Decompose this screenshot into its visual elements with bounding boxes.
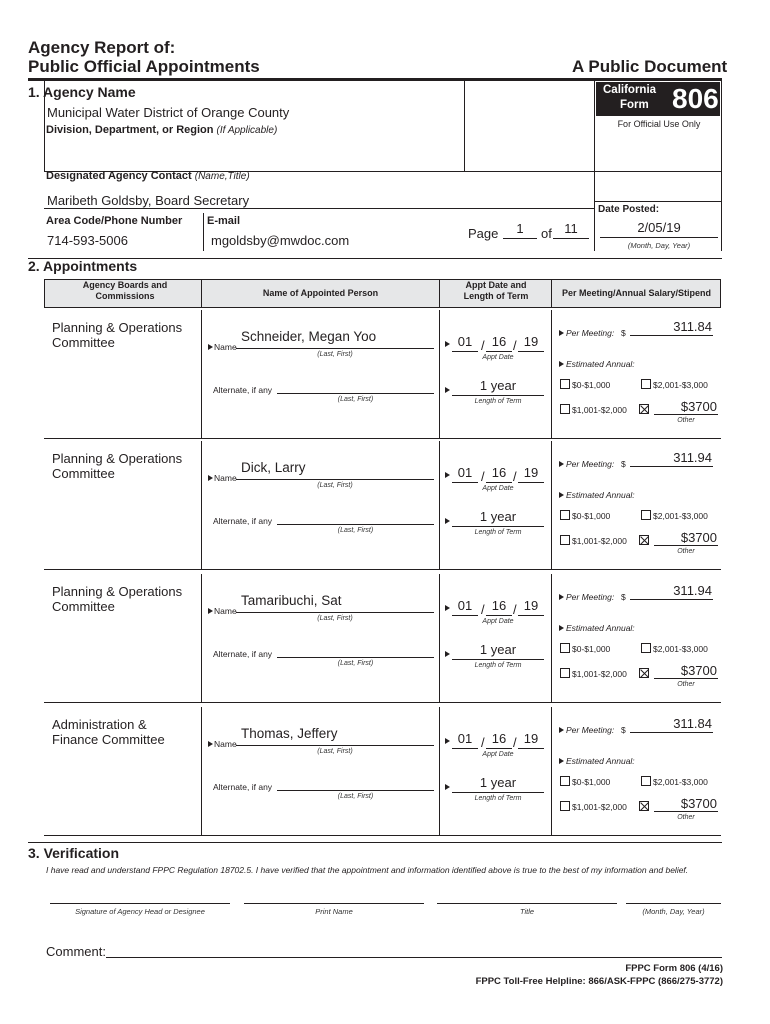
alternate-label: Alternate, if any xyxy=(213,385,273,395)
option-0-1000: $0-$1,000 xyxy=(572,777,611,787)
name-label: Name xyxy=(214,473,237,483)
date-posted-line xyxy=(600,237,718,238)
date-arrow-icon xyxy=(445,738,450,744)
board-name[interactable]: Planning & Operations Committee xyxy=(52,451,183,481)
name-hint: (Last, First) xyxy=(317,615,353,622)
checkbox-other-checked[interactable] xyxy=(639,535,649,545)
date-arrow-icon xyxy=(445,341,450,347)
term-hint: Length of Term xyxy=(474,529,522,536)
estimated-arrow-icon xyxy=(559,492,564,498)
other-hint: Other xyxy=(677,417,695,424)
alternate-label: Alternate, if any xyxy=(213,516,273,526)
date-arrow-icon xyxy=(445,605,450,611)
term-arrow-icon xyxy=(445,651,450,657)
per-meeting-arrow-icon xyxy=(559,594,564,600)
term-line xyxy=(452,659,544,660)
name-hint: (Last, First) xyxy=(317,351,353,358)
appt-month[interactable]: 01 xyxy=(457,465,473,480)
other-value[interactable]: $3700 xyxy=(680,399,717,414)
term-line xyxy=(452,526,544,527)
official-use-label: For Official Use Only xyxy=(617,119,701,129)
form-label: Form xyxy=(620,99,649,111)
header-div-2 xyxy=(439,279,440,308)
appt-date-hint: Appt Date xyxy=(482,354,514,361)
per-meeting-label: Per Meeting: xyxy=(566,725,615,735)
appt-day[interactable]: 16 xyxy=(491,334,507,349)
year-line xyxy=(518,748,544,749)
row-divider-3 xyxy=(551,441,552,569)
alternate-hint: (Last, First) xyxy=(337,660,374,667)
appointee-name[interactable]: Thomas, Jeffery xyxy=(241,726,338,741)
date-sep: / xyxy=(481,469,485,484)
col-header-salary: Per Meeting/Annual Salary/Stipend xyxy=(561,288,712,298)
appointee-name[interactable]: Dick, Larry xyxy=(241,460,306,475)
option-1001-2000: $1,001-$2,000 xyxy=(572,405,627,415)
signature-label: Signature of Agency Head or Designee xyxy=(75,907,205,916)
per-meeting-line xyxy=(630,335,713,336)
public-document-label: A Public Document xyxy=(572,57,728,76)
footer-helpline: FPPC Toll-Free Helpline: 866/ASK-FPPC (866/275-3772) xyxy=(475,976,723,987)
per-meeting-value[interactable]: 311.94 xyxy=(673,583,712,598)
appt-year[interactable]: 19 xyxy=(523,465,539,480)
day-line xyxy=(486,615,512,616)
footer-form-id: FPPC Form 806 (4/16) xyxy=(625,963,723,974)
date-posted-rule xyxy=(594,201,722,202)
appt-date-hint: Appt Date xyxy=(482,751,514,758)
section3-rule xyxy=(28,842,722,843)
date-sep: / xyxy=(513,338,517,353)
term-value[interactable]: 1 year xyxy=(479,775,517,790)
per-meeting-value[interactable]: 311.84 xyxy=(673,319,712,334)
division-hint: (If Applicable) xyxy=(216,125,278,136)
board-name[interactable]: Planning & Operations Committee xyxy=(52,584,183,614)
alternate-label: Alternate, if any xyxy=(213,782,273,792)
other-line xyxy=(654,545,718,546)
comment-label: Comment: xyxy=(46,944,106,959)
date-posted-label: Date Posted: xyxy=(598,204,660,215)
estimated-arrow-icon xyxy=(559,758,564,764)
header-rule xyxy=(28,78,722,81)
form-number: 806 xyxy=(672,83,719,114)
year-line xyxy=(518,482,544,483)
per-meeting-line xyxy=(630,599,713,600)
alternate-hint: (Last, First) xyxy=(337,793,374,800)
estimated-arrow-icon xyxy=(559,361,564,367)
verification-date-line[interactable] xyxy=(626,903,721,904)
appt-day[interactable]: 16 xyxy=(491,598,507,613)
per-meeting-label: Per Meeting: xyxy=(566,459,615,469)
date-sep: / xyxy=(481,338,485,353)
agency-rule-2 xyxy=(44,208,594,209)
page-of-label: of xyxy=(541,226,552,241)
option-1001-2000: $1,001-$2,000 xyxy=(572,669,627,679)
page-total[interactable]: 11 xyxy=(564,221,578,236)
option-1001-2000: $1,001-$2,000 xyxy=(572,802,627,812)
signature-line[interactable] xyxy=(50,903,230,904)
appt-month[interactable]: 01 xyxy=(457,334,473,349)
phone-value[interactable]: 714-593-5006 xyxy=(47,233,128,248)
term-line xyxy=(452,792,544,793)
checkbox-other-checked[interactable] xyxy=(639,404,649,414)
term-line xyxy=(452,395,544,396)
section-appointments: 2. Appointments xyxy=(28,258,138,274)
checkbox-2001-3000[interactable] xyxy=(641,776,651,786)
other-hint: Other xyxy=(677,681,695,688)
checkbox-0-1000[interactable] xyxy=(560,510,570,520)
option-0-1000: $0-$1,000 xyxy=(572,644,611,654)
option-2001-3000: $2,001-$3,000 xyxy=(653,644,708,654)
col-header-name: Name of Appointed Person xyxy=(262,288,379,298)
row-divider-2 xyxy=(439,310,440,438)
row-divider-2 xyxy=(439,441,440,569)
dollar-sign: $ xyxy=(621,592,626,602)
contact-hint: (Name,Title) xyxy=(194,171,250,182)
row-divider-2 xyxy=(439,707,440,835)
appt-date-hint: Appt Date xyxy=(482,485,514,492)
term-hint: Length of Term xyxy=(474,795,522,802)
appt-month[interactable]: 01 xyxy=(457,731,473,746)
option-1001-2000: $1,001-$2,000 xyxy=(572,536,627,546)
date-sep: / xyxy=(513,469,517,484)
division-label xyxy=(46,124,277,136)
term-hint: Length of Term xyxy=(474,662,522,669)
row-divider-1 xyxy=(201,574,202,702)
row-rule xyxy=(44,835,721,836)
estimated-annual-label: Estimated Annual: xyxy=(566,490,635,500)
appt-year[interactable]: 19 xyxy=(523,598,539,613)
estimated-annual-label: Estimated Annual: xyxy=(566,359,635,369)
month-line xyxy=(452,615,478,616)
board-name[interactable]: Administration & Finance Committee xyxy=(52,717,165,747)
section-agency-name: 1. Agency Name xyxy=(28,84,136,100)
date-sep: / xyxy=(481,602,485,617)
name-label: Name xyxy=(214,606,237,616)
term-value[interactable]: 1 year xyxy=(479,642,517,657)
checkbox-1001-2000[interactable] xyxy=(560,668,570,678)
name-arrow-icon xyxy=(208,344,213,350)
date-sep: / xyxy=(513,602,517,617)
print-name-label: Print Name xyxy=(315,907,353,916)
term-hint: Length of Term xyxy=(474,398,522,405)
email-value[interactable]: mgoldsby@mwdoc.com xyxy=(211,233,350,248)
dollar-sign: $ xyxy=(621,328,626,338)
appt-date-hint: Appt Date xyxy=(482,618,514,625)
term-value[interactable]: 1 year xyxy=(479,378,517,393)
checkbox-other-checked[interactable] xyxy=(639,668,649,678)
checkbox-1001-2000[interactable] xyxy=(560,801,570,811)
title-line[interactable] xyxy=(437,903,617,904)
section-verification: 3. Verification xyxy=(28,845,120,861)
title-label: Title xyxy=(519,907,535,916)
date-posted-value[interactable]: 2/05/19 xyxy=(637,220,681,235)
appt-month[interactable]: 01 xyxy=(457,598,473,613)
row-divider-2 xyxy=(439,574,440,702)
checkbox-2001-3000[interactable] xyxy=(641,643,651,653)
per-meeting-arrow-icon xyxy=(559,461,564,467)
per-meeting-label: Per Meeting: xyxy=(566,328,615,338)
row-divider-3 xyxy=(551,707,552,835)
estimated-annual-label: Estimated Annual: xyxy=(566,756,635,766)
row-divider-1 xyxy=(201,310,202,438)
term-arrow-icon xyxy=(445,518,450,524)
estimated-annual-label: Estimated Annual: xyxy=(566,623,635,633)
col-header-date: Appt Date and Length of Term xyxy=(463,280,529,301)
month-line xyxy=(452,748,478,749)
contact-label xyxy=(46,170,250,182)
other-value[interactable]: $3700 xyxy=(680,663,717,678)
form-806-badge xyxy=(596,82,720,116)
option-2001-3000: $2,001-$3,000 xyxy=(653,777,708,787)
date-sep: / xyxy=(481,735,485,750)
name-arrow-icon xyxy=(208,475,213,481)
email-label: E-mail xyxy=(207,215,241,227)
checkbox-0-1000[interactable] xyxy=(560,379,570,389)
appt-day[interactable]: 16 xyxy=(491,731,507,746)
title-line-2: Public Official Appointments xyxy=(28,57,260,76)
date-sep: / xyxy=(513,735,517,750)
date-posted-hint: (Month, Day, Year) xyxy=(627,241,691,250)
row-divider-1 xyxy=(201,441,202,569)
name-label: Name xyxy=(214,739,237,749)
contact-label-text: Designated Agency Contact xyxy=(46,170,192,182)
alternate-line[interactable] xyxy=(277,393,434,394)
checkbox-1001-2000[interactable] xyxy=(560,404,570,414)
year-line xyxy=(518,351,544,352)
term-arrow-icon xyxy=(445,387,450,393)
alternate-hint: (Last, First) xyxy=(337,527,374,534)
month-line xyxy=(452,351,478,352)
page-number[interactable]: 1 xyxy=(516,221,524,236)
name-label: Name xyxy=(214,342,237,352)
appt-day[interactable]: 16 xyxy=(491,465,507,480)
year-line xyxy=(518,615,544,616)
name-hint: (Last, First) xyxy=(317,482,353,489)
per-meeting-value[interactable]: 311.94 xyxy=(673,450,712,465)
name-line xyxy=(236,479,434,480)
estimated-arrow-icon xyxy=(559,625,564,631)
other-hint: Other xyxy=(677,548,695,555)
term-arrow-icon xyxy=(445,784,450,790)
day-line xyxy=(486,351,512,352)
name-line xyxy=(236,612,434,613)
per-meeting-label: Per Meeting: xyxy=(566,592,615,602)
form-box-right xyxy=(721,81,722,251)
alternate-line[interactable] xyxy=(277,657,434,658)
name-line xyxy=(236,745,434,746)
alternate-label: Alternate, if any xyxy=(213,649,273,659)
row-divider-1 xyxy=(201,707,202,835)
comment-line[interactable] xyxy=(106,957,722,958)
california-label: California xyxy=(603,84,657,96)
other-line xyxy=(654,414,718,415)
per-meeting-arrow-icon xyxy=(559,727,564,733)
name-hint: (Last, First) xyxy=(317,748,353,755)
agency-name-value[interactable]: Municipal Water District of Orange County xyxy=(47,105,290,120)
checkbox-1001-2000[interactable] xyxy=(560,535,570,545)
other-hint: Other xyxy=(677,814,695,821)
appointee-name[interactable]: Tamaribuchi, Sat xyxy=(241,593,342,608)
col-header-boards: Agency Boards and Commissions xyxy=(82,280,168,301)
date-arrow-icon xyxy=(445,472,450,478)
contact-value[interactable]: Maribeth Goldsby, Board Secretary xyxy=(47,193,250,208)
name-arrow-icon xyxy=(208,608,213,614)
division-label-text: Division, Department, or Region xyxy=(46,124,214,136)
option-0-1000: $0-$1,000 xyxy=(572,380,611,390)
appt-year[interactable]: 19 xyxy=(523,334,539,349)
appt-year[interactable]: 19 xyxy=(523,731,539,746)
per-meeting-line xyxy=(630,466,713,467)
month-line xyxy=(452,482,478,483)
row-divider-3 xyxy=(551,310,552,438)
checkbox-2001-3000[interactable] xyxy=(641,510,651,520)
per-meeting-line xyxy=(630,732,713,733)
phone-label: Area Code/Phone Number xyxy=(46,215,183,227)
title-line-1: Agency Report of: xyxy=(28,38,176,57)
other-value[interactable]: $3700 xyxy=(680,530,717,545)
name-arrow-icon xyxy=(208,741,213,747)
checkbox-0-1000[interactable] xyxy=(560,643,570,653)
page-total-line xyxy=(553,238,589,239)
other-value[interactable]: $3700 xyxy=(680,796,717,811)
verification-statement: I have read and understand FPPC Regulation 18702.5. I have verified that the appointment and information identified above is true to the best of my information and belief. xyxy=(46,865,689,875)
option-2001-3000: $2,001-$3,000 xyxy=(653,511,708,521)
checkbox-other-checked[interactable] xyxy=(639,801,649,811)
row-rule xyxy=(44,438,721,439)
row-rule xyxy=(44,702,721,703)
verification-date-label: (Month, Day, Year) xyxy=(642,907,705,916)
option-2001-3000: $2,001-$3,000 xyxy=(653,380,708,390)
page-label: Page xyxy=(468,226,499,241)
dollar-sign: $ xyxy=(621,459,626,469)
term-value[interactable]: 1 year xyxy=(479,509,517,524)
checkbox-2001-3000[interactable] xyxy=(641,379,651,389)
dollar-sign: $ xyxy=(621,725,626,735)
phone-email-divider xyxy=(203,213,204,251)
row-rule xyxy=(44,569,721,570)
alternate-line[interactable] xyxy=(277,524,434,525)
other-line xyxy=(654,678,718,679)
alternate-line[interactable] xyxy=(277,790,434,791)
day-line xyxy=(486,482,512,483)
other-line xyxy=(654,811,718,812)
per-meeting-value[interactable]: 311.84 xyxy=(673,716,712,731)
page-number-line xyxy=(503,238,537,239)
checkbox-0-1000[interactable] xyxy=(560,776,570,786)
per-meeting-arrow-icon xyxy=(559,330,564,336)
print-name-line[interactable] xyxy=(244,903,424,904)
day-line xyxy=(486,748,512,749)
row-divider-3 xyxy=(551,574,552,702)
form-box-left xyxy=(594,81,595,251)
name-line xyxy=(236,348,434,349)
alternate-hint: (Last, First) xyxy=(337,396,374,403)
appointee-name[interactable]: Schneider, Megan Yoo xyxy=(241,329,377,344)
agency-divider xyxy=(464,81,465,171)
board-name[interactable]: Planning & Operations Committee xyxy=(52,320,183,350)
option-0-1000: $0-$1,000 xyxy=(572,511,611,521)
